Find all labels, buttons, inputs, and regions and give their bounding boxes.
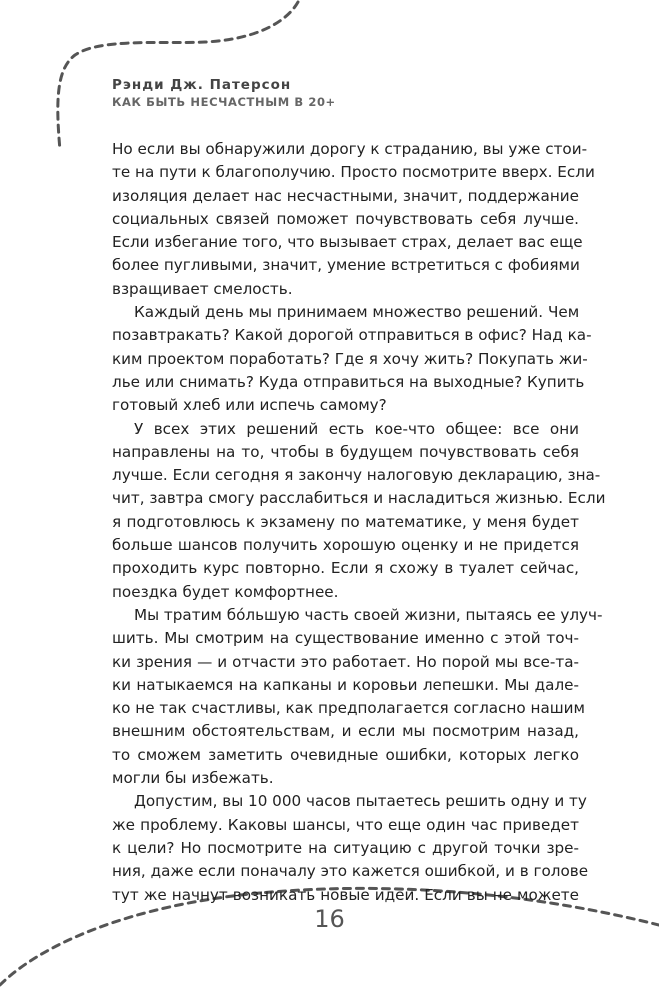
paragraph: [112, 301, 592, 417]
text-line: к цели? Но посмотрите на ситуацию с другой точки зре-: [112, 838, 579, 857]
text-line: лье или снимать? Куда отправиться на выходные? Купить: [112, 372, 585, 391]
text-line: более пугливыми, значит, умение встретиться с фобиями: [112, 256, 580, 275]
paragraph: [112, 604, 603, 790]
text-line: же проблему. Каковы шансы, что еще один час приведет: [112, 815, 579, 834]
text-line: У всех этих решений есть кое-что общее: все они: [134, 419, 579, 438]
text-line: чит, завтра смогу расслабиться и насладиться жизнью. Если: [112, 489, 606, 508]
text-line: Мы тратим бо́льшую часть своей жизни, пытаясь ее улуч-: [134, 605, 603, 624]
text-line: ко не так счастливы, как предполагается согласно нашим: [112, 699, 585, 718]
text-line: могли бы избежать.: [112, 769, 274, 788]
text-line: Допустим, вы 10 000 часов пытаетесь решить одну и ту: [134, 792, 587, 811]
body-text: [112, 138, 606, 907]
text-line: Каждый день мы принимаем множество решений. Чем: [134, 303, 580, 322]
author-name: Рэнди Дж. Патерсон: [112, 77, 292, 93]
text-line: лучше. Если сегодня я закончу налоговую декларацию, зна-: [112, 466, 601, 485]
text-line: проходить курс повторно. Если я схожу в туалет сейчас,: [112, 559, 579, 578]
text-line: шить. Мы смотрим на существование именно с этой точ-: [112, 629, 579, 648]
book-title: КАК БЫТЬ НЕСЧАСТНЫМ В 20+: [112, 95, 336, 109]
text-line: позавтракать? Какой дорогой отправиться в офис? Над ка-: [112, 326, 592, 345]
text-line: то сможем заметить очевидные ошибки, которых легко: [112, 745, 579, 764]
text-line: те на пути к благополучию. Просто посмотрите вверх. Если: [112, 163, 595, 182]
page-number: 16: [314, 905, 345, 933]
text-line: социальных связей поможет почувствовать себя лучше.: [112, 209, 579, 228]
text-line: готовый хлеб или испечь самому?: [112, 396, 387, 415]
text-line: поездка будет комфортнее.: [112, 582, 339, 601]
text-line: Но если вы обнаружили дорогу к страданию, вы уже стои-: [112, 140, 588, 158]
text-line: ки натыкаемся на капканы и коровьи лепешки. Мы дале-: [112, 675, 579, 694]
paragraph: [112, 790, 589, 906]
text-line: ки зрения — и отчасти это работает. Но порой мы все-та-: [112, 652, 579, 671]
text-line: внешним обстоятельствам, и если мы посмотрим назад,: [112, 722, 579, 741]
text-line: взращивает смелость.: [112, 279, 293, 298]
text-line: направлены на то, чтобы в будущем почувствовать себя: [112, 442, 579, 461]
text-line: ния, даже если поначалу это кажется ошибкой, и в голове: [112, 862, 589, 881]
text-line: изоляция делает нас несчастными, значит, поддержание: [112, 186, 579, 205]
running-header: [112, 76, 336, 110]
paragraph: [112, 418, 606, 604]
paragraph: [112, 138, 595, 301]
text-line: больше шансов получить хорошую оценку и не придется: [112, 536, 579, 555]
text-line: Если избегание того, что вызывает страх, делает вас еще: [112, 233, 583, 252]
text-line: ким проектом поработать? Где я хочу жить? Покупать жи-: [112, 349, 588, 368]
text-line: тут же начнут возникать новые идеи. Если вы не можете: [112, 885, 579, 904]
text-line: я подготовлюсь к экзамену по математике, у меня будет: [112, 512, 579, 531]
